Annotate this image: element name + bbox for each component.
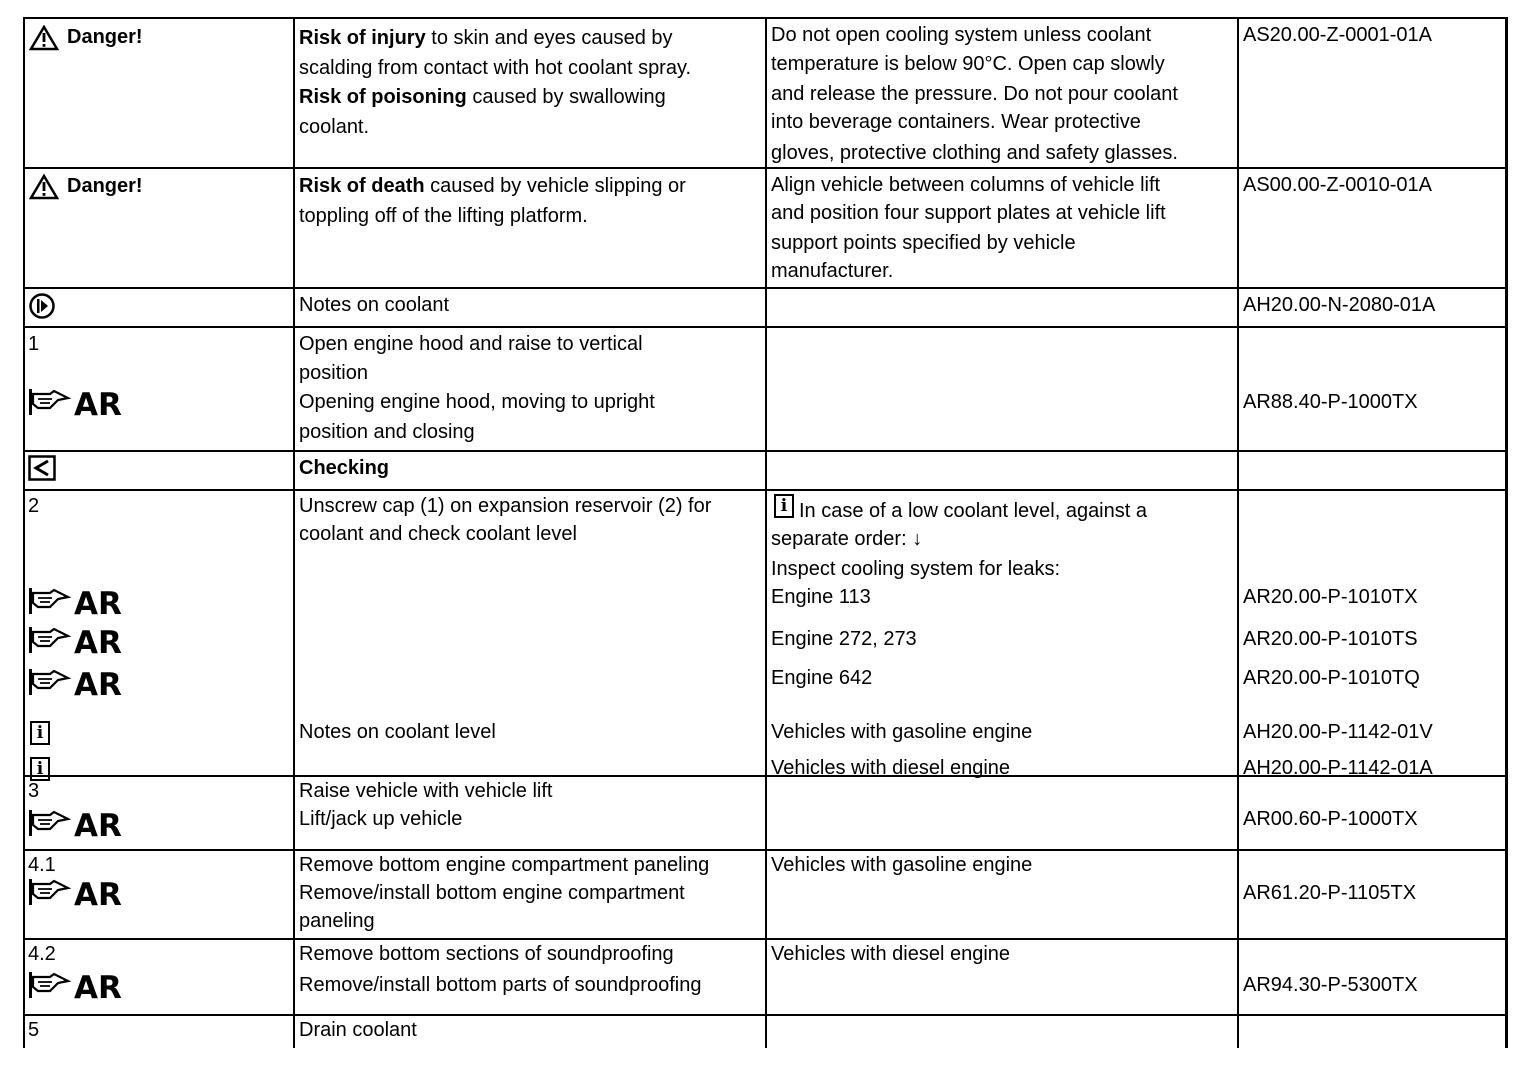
risk-text: to skin and eyes caused by	[425, 27, 673, 49]
description-cell	[293, 491, 765, 775]
table-row	[23, 938, 1508, 1014]
symbol-cell	[23, 328, 293, 450]
work-instruction-icon	[28, 585, 128, 617]
document-reference-link[interactable]: AR20.00-P-1010TS	[1243, 628, 1418, 650]
reference-cell	[1237, 851, 1508, 938]
safety-text: temperature is below 90°C. Open cap slowly	[771, 53, 1165, 75]
note-cell	[765, 491, 1237, 779]
condition-text: Vehicles with diesel engine	[771, 943, 1011, 965]
risk-heading: Risk of death	[299, 175, 425, 197]
note-cell	[765, 169, 1237, 287]
table-row	[23, 287, 1508, 326]
safety-text: Do not open cooling system unless coolant	[771, 24, 1152, 46]
step-number: 3	[28, 780, 40, 802]
work-instruction-icon	[28, 807, 128, 839]
step-number: 4.2	[28, 943, 56, 965]
work-instruction-icon	[28, 624, 128, 656]
section-heading: Checking	[299, 457, 390, 479]
symbol-cell	[23, 940, 293, 1014]
description-cell	[293, 777, 765, 849]
work-instruction-icon	[28, 666, 128, 698]
document-reference-link[interactable]: AR20.00-P-1010TX	[1243, 586, 1418, 608]
ar-label: AR	[74, 877, 122, 908]
safety-text: and position four support plates at vehicle lift	[771, 202, 1166, 224]
note-cell	[765, 1016, 1237, 1048]
warning-triangle-icon	[29, 25, 59, 51]
reference-cell	[1237, 289, 1508, 326]
work-instruction-icon	[28, 386, 128, 418]
table-row	[23, 17, 1508, 167]
step-description: position	[299, 362, 368, 384]
step-description: Remove/install bottom parts of soundproofing	[299, 974, 702, 996]
document-reference-link[interactable]: AS20.00-Z-0001-01A	[1243, 24, 1433, 46]
note-cell	[765, 777, 1237, 849]
step-description: paneling	[299, 910, 375, 932]
description-cell	[293, 289, 765, 326]
document-reference-link[interactable]: AR61.20-P-1105TX	[1243, 882, 1417, 904]
symbol-cell	[23, 452, 293, 489]
table-row	[23, 1014, 1508, 1048]
symbol-cell	[23, 851, 293, 938]
step-description: position and closing	[299, 421, 475, 443]
document-reference-link[interactable]: AR20.00-P-1010TQ	[1243, 667, 1420, 689]
work-instruction-icon	[28, 876, 128, 908]
reference-cell	[1237, 1016, 1508, 1048]
step-description: Remove/install bottom engine compartment	[299, 882, 685, 904]
document-reference-link[interactable]: AS00.00-Z-0010-01A	[1243, 174, 1433, 196]
symbol-cell	[23, 491, 293, 779]
safety-text: manufacturer.	[771, 260, 894, 282]
description-cell	[293, 19, 765, 167]
warning-triangle-icon	[29, 174, 59, 200]
description-cell	[293, 1016, 765, 1048]
reference-cell	[1237, 452, 1508, 489]
step-description: Lift/jack up vehicle	[299, 808, 463, 830]
reference-cell	[1237, 169, 1508, 287]
condition-text: Engine 272, 273	[771, 628, 917, 650]
note-cell	[765, 289, 1237, 326]
risk-text: coolant.	[299, 116, 370, 138]
description-cell	[293, 940, 765, 1014]
symbol-cell	[23, 169, 293, 287]
reference-cell	[1237, 328, 1508, 450]
step-description: Open engine hood and raise to vertical	[299, 333, 643, 355]
symbol-cell	[23, 289, 293, 326]
condition-text: Vehicles with gasoline engine	[771, 721, 1033, 743]
table-row	[23, 849, 1508, 938]
description-cell	[293, 328, 765, 450]
step-description: Opening engine hood, moving to upright	[299, 391, 655, 413]
step-description: Unscrew cap (1) on expansion reservoir (2) for	[299, 495, 712, 517]
table-row	[23, 489, 1508, 779]
table-row	[23, 450, 1508, 489]
note-circle-icon	[28, 292, 56, 320]
ar-label: AR	[74, 970, 122, 1001]
condition-text: Vehicles with gasoline engine	[771, 854, 1033, 876]
safety-text: into beverage containers. Wear protective	[771, 111, 1141, 133]
condition-text: Inspect cooling system for leaks:	[771, 558, 1061, 580]
table-row	[23, 775, 1508, 849]
description-cell	[293, 851, 765, 938]
note-cell	[765, 940, 1237, 1014]
ar-label: AR	[74, 667, 122, 698]
step-description: Notes on coolant	[299, 294, 450, 316]
condition-text: In case of a low coolant level, against a	[799, 500, 1147, 522]
description-cell	[293, 169, 765, 287]
document-reference-link[interactable]: AH20.00-N-2080-01A	[1243, 294, 1436, 316]
ar-label: AR	[74, 586, 122, 617]
step-number: 5	[28, 1019, 40, 1041]
risk-text: caused by vehicle slipping or	[424, 175, 686, 197]
condition-text: separate order:	[771, 528, 913, 550]
ar-label: AR	[74, 625, 122, 656]
condition-text: Vehicles with diesel engine	[771, 757, 1011, 779]
table-row	[23, 167, 1508, 287]
step-number: 1	[28, 333, 40, 355]
risk-heading: Risk of poisoning	[299, 86, 467, 108]
symbol-cell	[23, 777, 293, 849]
description-cell	[293, 452, 765, 489]
step-description: Remove bottom sections of soundproofing	[299, 943, 674, 965]
safety-text: and release the pressure. Do not pour coolant	[771, 83, 1178, 105]
condition-text: Engine 642	[771, 667, 873, 689]
document-reference-link[interactable]: AR00.60-P-1000TX	[1243, 808, 1418, 830]
danger-label: Danger!	[67, 26, 143, 48]
ar-label: AR	[74, 387, 122, 418]
symbol-cell	[23, 1016, 293, 1048]
procedure-table	[23, 17, 1508, 1048]
safety-text: gloves, protective clothing and safety glasses.	[771, 142, 1178, 164]
table-row	[23, 326, 1508, 450]
down-arrow-icon: ↓	[912, 528, 923, 550]
safety-text: support points specified by vehicle	[771, 232, 1076, 254]
reference-cell	[1237, 491, 1508, 779]
note-cell	[765, 452, 1237, 489]
step-description: coolant and check coolant level	[299, 523, 577, 545]
document-reference-link[interactable]: AR88.40-P-1000TX	[1243, 391, 1418, 413]
risk-text: scalding from contact with hot coolant spray.	[299, 57, 692, 79]
info-icon: i	[774, 494, 794, 518]
danger-label: Danger!	[67, 175, 143, 197]
document-reference-link[interactable]: AR94.30-P-5300TX	[1243, 974, 1418, 996]
reference-cell	[1237, 777, 1508, 849]
step-description: Drain coolant	[299, 1019, 417, 1041]
note-cell	[765, 19, 1237, 167]
document-reference-link[interactable]: AH20.00-P-1142-01V	[1243, 721, 1433, 743]
info-icon: i	[30, 757, 50, 781]
info-icon: i	[30, 721, 50, 745]
note-cell	[765, 851, 1237, 938]
risk-text: toppling off of the lifting platform.	[299, 205, 588, 227]
reference-cell	[1237, 940, 1508, 1014]
reference-cell	[1237, 19, 1508, 167]
note-cell	[765, 328, 1237, 450]
check-section-icon	[28, 455, 56, 481]
step-description: Notes on coolant level	[299, 721, 496, 743]
document-reference-link[interactable]: AH20.00-P-1142-01A	[1243, 757, 1433, 779]
step-number: 2	[28, 495, 40, 517]
risk-heading: Risk of injury	[299, 27, 426, 49]
step-description: Remove bottom engine compartment paneling	[299, 854, 710, 876]
work-instruction-icon	[28, 969, 128, 1001]
risk-text: caused by swallowing	[466, 86, 666, 108]
step-number: 4.1	[28, 854, 56, 876]
step-description: Raise vehicle with vehicle lift	[299, 780, 553, 802]
symbol-cell	[23, 19, 293, 167]
condition-text: Engine 113	[771, 586, 871, 608]
safety-text: Align vehicle between columns of vehicle lift	[771, 174, 1161, 196]
ar-label: AR	[74, 808, 122, 839]
